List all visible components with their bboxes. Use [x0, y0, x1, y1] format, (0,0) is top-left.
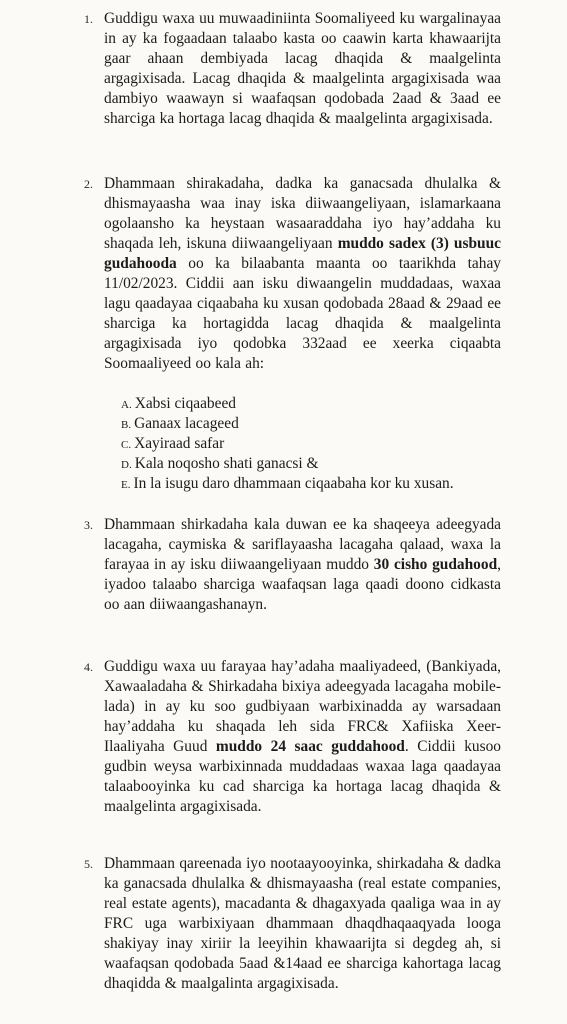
item-2-text-after: oo ka bilaabanta maanta oo taarikhda tahay 11/02/2023. Ciddii aan isku diwaangelin muddadaas, waxaa lagu qaadayaa ciqaabaha ku xusan qodobada 28aad & 29aad ee sharciga ka hortagidda lacag dhaqida & maalgelinta argagixisada iyo qodobka 332aad ee xeerka ciqaabta Soomaaliyeed oo kala ah:	[104, 255, 501, 372]
item-3-text	[104, 515, 501, 615]
item-4-text	[104, 657, 501, 817]
subitem-b-letter: B.	[121, 419, 132, 431]
item-1-text: Guddigu waxa uu muwaadiniinta Soomaliyeed ku wargalinayaa in ay ka fogaadaan talaabo kasta oo caawin karta khawaarijta gaar ahaan dembiyada lacag dhaqida & maalgelinta argagixisada. Lacag dhaqida & maalgelinta argagixisada waa dambiyo waawayn si waafaqsan qodobada 2aad & 3aad ee sharciga ka hortaga lacag dhaqida & maalgelinta argagixisada.	[104, 10, 501, 127]
subitem-c	[121, 434, 224, 455]
item-4-text-after: . Ciddii kusoo gudbin weysa warbixinnada muddadaas waxaa laga qaadayaa talaabooyinka ku cad sharciga ka hortaga lacag dhaqida & maalgelinta argagixisada.	[104, 738, 501, 815]
item-3-number: 3.	[84, 518, 93, 532]
subitem-a-text: Xabsi ciqaabeed	[134, 395, 236, 412]
item-2-text-before: Dhammaan shirakadaha, dadka ka ganacsada dhulalka & dhismayaasha waa inay iska diiwaangeliyaan, islamarkaana ogolaansho ka heystaan wasaaraddaha iyo hay’addaha ku shaqada leh, iskuna diiwaangeliyaan	[104, 175, 501, 252]
item-5-text: Dhammaan qareenada iyo nootaayooyinka, shirkadaha & dadka ka ganacsada dhulalka & dhismayaasha (real estate companies, real estate agents), macadanta & dhagaxyada qaaliga waa in ay FRC uga warbixiyaan dhammaan dhaqdhaqaaqyada looga shakiyay inay xiriir la leeyihin khawaarijta si degdeg ah, si waafaqsan qodobada 5aad &14aad ee sharciga kahortaga lacag dhaqidda & maalgalinta argagixisada.	[104, 855, 501, 992]
item-3-bold-deadline: 30 cisho gudahood	[373, 556, 498, 573]
item-1-number: 1.	[84, 12, 93, 26]
subitem-b-text: Ganaax lacageed	[134, 415, 239, 432]
subitem-b	[121, 414, 239, 435]
subitem-c-letter: C.	[121, 439, 132, 451]
subitem-d-letter: D.	[121, 459, 132, 471]
item-2-number: 2.	[84, 177, 93, 191]
item-4-bold-deadline: muddo 24 saac guddahood	[215, 738, 405, 755]
item-5-number: 5.	[84, 857, 93, 871]
subitem-a	[121, 394, 236, 415]
item-2-bold-deadline: muddo sadex (3) usbuuc gudahooda	[104, 235, 501, 272]
subitem-e-text: In la isugu daro dhammaan ciqaabaha kor ku xusan.	[133, 475, 454, 492]
subitem-d	[121, 454, 319, 475]
subitem-e-letter: E.	[121, 479, 131, 491]
item-3-text-after: , iyadoo talaabo sharciga waafaqsan laga qaadi doono cidkasta oo aan diiwaangashanayn.	[104, 556, 501, 613]
item-3-text-before: Dhammaan shirkadaha kala duwan ee ka shaqeeya adeegyada lacagaha, caymiska & sariflayaasha lacagaha qalaad, waxa la farayaa in ay isku diiwaangeliyaan muddo	[104, 516, 501, 573]
item-4-text-before: Guddigu waxa uu farayaa hay’adaha maaliyadeed, (Bankiyada, Xawaaladaha & Shirkadaha bixiya adeegyada lacagaha mobile-lada) in ay ku soo gudbiyaan warbixinadda ay warsadaan hay’addaha ku shaqada leh sida FRC& Xafiiska Xeer-Ilaaliyaha Guud	[104, 658, 501, 755]
subitem-e	[121, 474, 454, 495]
subitem-d-text: Kala noqosho shati ganacsi &	[134, 455, 319, 472]
item-2-text	[104, 174, 501, 374]
subitem-a-letter: A.	[121, 399, 132, 411]
item-4-number: 4.	[84, 660, 93, 674]
subitem-c-text: Xayiraad safar	[134, 435, 225, 452]
